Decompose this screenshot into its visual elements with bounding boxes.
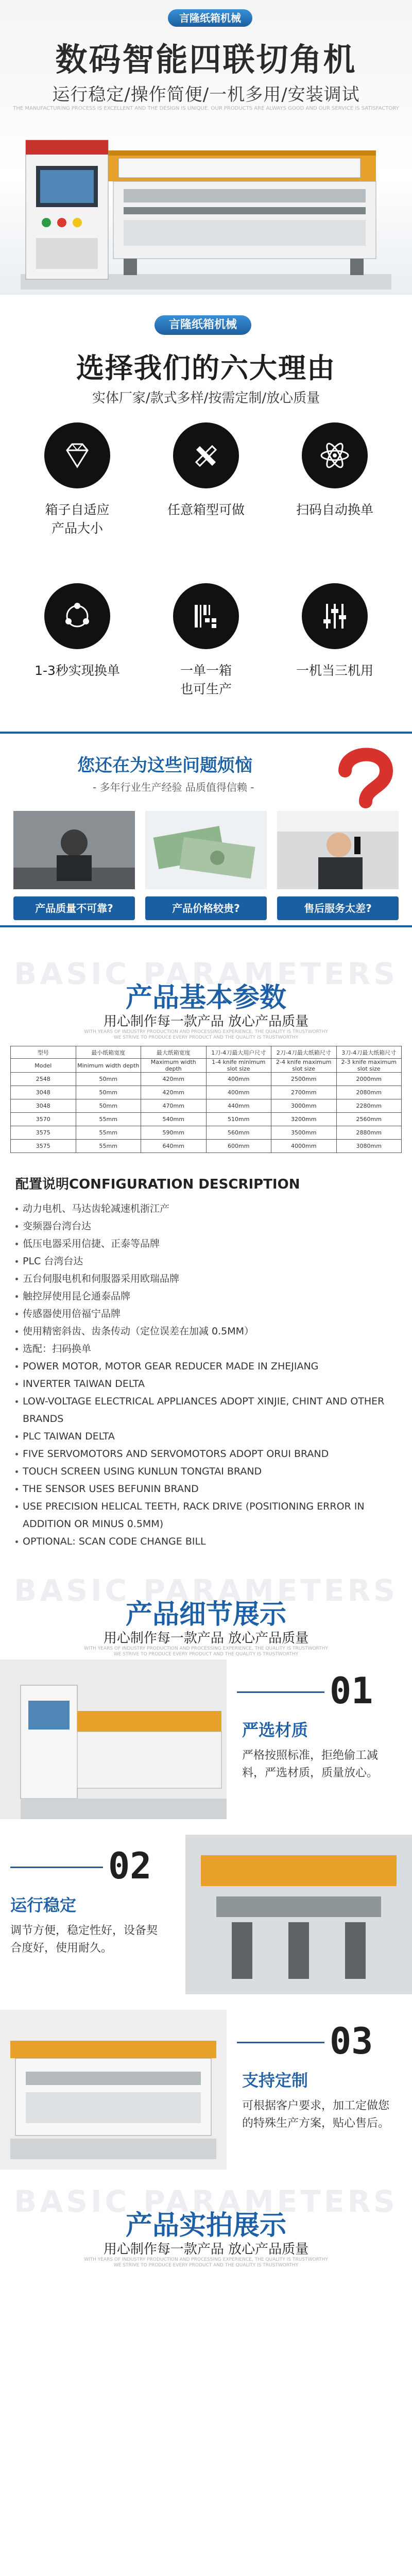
- hero-fine-print: THE MANUFACTURING PROCESS IS EXCELLENT AND THE DESIGN IS UNIQUE. OUR PRODUCTS ARE ALWAYS GOOD AND OUR SERVICE IS SATISFACTORY: [13, 106, 399, 111]
- table-row: 3048 50mm 420mm 400mm 2700mm 2080mm: [11, 1086, 402, 1099]
- detail-heading: 运行稳定: [10, 1895, 77, 1915]
- problems-subtitle: - 多年行业生产经验 品质值得信赖 -: [93, 781, 254, 793]
- detail-number: 01: [330, 1670, 373, 1712]
- reason-item: [15, 583, 139, 680]
- real-photos-section: [0, 2182, 412, 2304]
- photos-ghost-text: BASIC PARAMETERS: [14, 2184, 398, 2219]
- detail-heading: 严选材质: [242, 1720, 308, 1740]
- config-line: 低压电器采用信捷、正泰等品牌: [15, 1235, 397, 1252]
- reason-label: 一机当三机用: [296, 663, 373, 678]
- reason-item: [144, 583, 268, 699]
- problem-label: 产品质量不可靠?: [13, 896, 135, 920]
- config-line: 五台伺服电机和伺服器采用欧瑞品牌: [15, 1270, 397, 1287]
- reason-item: [15, 422, 139, 538]
- config-line: POWER MOTOR, MOTOR GEAR REDUCER MADE IN ZHEJIANG: [15, 1358, 397, 1375]
- brand-badge: 言隆纸箱机械: [168, 9, 252, 27]
- details-fine-print: WITH YEARS OF INDUSTRY PRODUCTION AND PROCESSING EXPERIENCE, THE QUALITY IS TRUSTWORTHY WE STRIVE TO PRODUCE EVERY PRODUCT AND THE QUALITY IS TRUSTWORTHY: [84, 1646, 328, 1656]
- config-line: USE PRECISION HELICAL TEETH, RACK DRIVE (POSITIONING ERROR IN ADDITION OR MINUS 0.5MM): [15, 1498, 397, 1533]
- configuration-section: [0, 1153, 412, 1550]
- photos-subtitle: 用心制作每一款产品 放心产品质量: [103, 2242, 309, 2257]
- photos-fine-print: WITH YEARS OF INDUSTRY PRODUCTION AND PROCESSING EXPERIENCE, THE QUALITY IS TRUSTWORTHY WE STRIVE TO PRODUCE EVERY PRODUCT AND THE QUALITY IS TRUSTWORTHY: [84, 2257, 328, 2267]
- parameters-fine-print: WITH YEARS OF INDUSTRY PRODUCTION AND PROCESSING EXPERIENCE, THE QUALITY IS TRUSTWORTHY WE STRIVE TO PRODUCE EVERY PRODUCT AND THE QUALITY IS TRUSTWORTHY: [84, 1029, 328, 1040]
- reason-label: 任意箱型可做: [167, 502, 245, 517]
- spec-table: [10, 1046, 402, 1153]
- problem-card: [13, 811, 135, 920]
- config-line: 使用精密斜齿、齿条传动（定位误差在加减 0.5MM）: [15, 1323, 397, 1340]
- details-title: 产品细节展示: [125, 1599, 286, 1630]
- config-line: PLC TAIWAN DELTA: [15, 1428, 397, 1445]
- problems-section: [0, 732, 412, 927]
- detail-customization-photo: [0, 2010, 227, 2170]
- detail-number: 02: [108, 1845, 152, 1887]
- table-row: 3570 55mm 540mm 510mm 3200mm 2560mm: [11, 1113, 402, 1126]
- atom-icon: [319, 440, 350, 471]
- config-line: 传感器使用倍福宁品牌: [15, 1305, 397, 1323]
- config-line: PLC 台湾台达: [15, 1252, 397, 1270]
- hero-title: 数码智能四联切角机: [55, 41, 357, 78]
- config-line: FIVE SERVOMOTORS AND SERVOMOTORS ADOPT ORUI BRAND: [15, 1445, 397, 1463]
- reason-label: 1-3秒实现换单: [35, 663, 120, 678]
- detail-text: 调节方便，稳定性好，设备契合度好，使用耐久。: [10, 1924, 158, 1955]
- config-line: 动力电机、马达齿轮减速机浙江产: [15, 1200, 397, 1217]
- table-header-row-cn: 型号 最小纸箱宽度 最大纸箱宽度 1刀-4刀最大用户尺寸 2刀-4刀最大纸箱尺寸 3刀-4刀最大纸箱尺寸: [11, 1046, 402, 1059]
- problem-card: [277, 811, 399, 920]
- problem-card: [145, 811, 267, 920]
- config-line: 选配：扫码换单: [15, 1340, 397, 1358]
- detail-machine-photo: [0, 1659, 227, 1819]
- reason-label: 扫码自动换单: [296, 502, 373, 517]
- problem-label: 产品价格较贵?: [145, 896, 267, 920]
- pencil-ruler-icon: [191, 440, 221, 471]
- table-row: 3048 50mm 470mm 440mm 3000mm 2280mm: [11, 1099, 402, 1113]
- table-row: 3575 55mm 640mm 600mm 4000mm 3080mm: [11, 1140, 402, 1153]
- reason-label: 箱子自适应 产品大小: [45, 502, 110, 536]
- problem-label: 售后服务太差?: [277, 896, 399, 920]
- photos-heading: [0, 2182, 412, 2267]
- money-photo: [145, 811, 267, 889]
- barcode-grid-icon: [191, 601, 221, 632]
- configuration-title: 配置说明CONFIGURATION DESCRIPTION: [15, 1177, 300, 1192]
- corner-cutting-machine-image: [21, 120, 391, 290]
- config-line: THE SENSOR USES BEFUNIN BRAND: [15, 1480, 397, 1498]
- details-ghost-text: BASIC PARAMETERS: [14, 1573, 398, 1608]
- detail-text: 可根据客户要求，加工定做您的特殊生产方案，贴心售后。: [242, 2099, 390, 2130]
- parameters-ghost-text: BASIC PARAMETERS: [14, 956, 398, 991]
- config-line: INVERTER TAIWAN DELTA: [15, 1375, 397, 1393]
- hero-subtitle: 运行稳定/操作简便/一机多用/安装调试: [52, 84, 360, 105]
- reason-item: [273, 583, 397, 680]
- details-section: [0, 1571, 412, 2182]
- reasons-brand-badge: 言隆纸箱机械: [154, 315, 251, 335]
- parameters-subtitle: 用心制作每一款产品 放心产品质量: [103, 1014, 309, 1029]
- reasons-subtitle: 实体厂家/款式多样/按需定制/放心质量: [92, 391, 320, 406]
- parameters-heading: [0, 954, 412, 1040]
- detail-item: [0, 1659, 412, 1832]
- detail-gear-photo: [185, 1835, 412, 1994]
- reason-item: [273, 422, 397, 519]
- config-line: LOW-VOLTAGE ELECTRICAL APPLIANCES ADOPT XINJIE, CHINT AND OTHER BRANDS: [15, 1393, 397, 1428]
- problems-title: 您还在为这些问题烦恼: [77, 755, 252, 776]
- parameters-title: 产品基本参数: [125, 982, 286, 1013]
- hero-section: [0, 0, 412, 295]
- sliders-icon: [319, 601, 350, 632]
- phone-call-photo: [277, 811, 399, 889]
- diamond-icon: [62, 440, 93, 471]
- detail-item: [0, 1835, 412, 2007]
- photos-title: 产品实拍展示: [125, 2210, 286, 2241]
- cycle-icon: [62, 601, 93, 632]
- stressed-person-photo: [13, 811, 135, 889]
- config-line: 触控屏使用昆仑通泰品牌: [15, 1287, 397, 1305]
- config-line: TOUCH SCREEN USING KUNLUN TONGTAI BRAND: [15, 1463, 397, 1480]
- reason-item: [144, 422, 268, 519]
- detail-item: [0, 2010, 412, 2182]
- reason-label: 一单一箱 也可生产: [180, 663, 232, 697]
- details-heading: [0, 1571, 412, 1656]
- detail-number: 03: [330, 2020, 373, 2062]
- table-row: 2548 50mm 420mm 400mm 2500mm 2000mm: [11, 1073, 402, 1086]
- detail-text: 严格按照标准，拒绝偷工减料，严选材质，质量放心。: [242, 1749, 379, 1780]
- config-line: OPTIONAL: SCAN CODE CHANGE BILL: [15, 1533, 397, 1550]
- reasons-title: 选择我们的六大理由: [76, 352, 336, 384]
- table-row: 3575 55mm 590mm 560mm 3500mm 2880mm: [11, 1126, 402, 1140]
- table-header-row-en: Model Minimum width depth Maximum width depth 1-4 knife minimum slot size 2-4 knife maximum slot size 2-3 knife maximum slot size: [11, 1059, 402, 1073]
- details-subtitle: 用心制作每一款产品 放心产品质量: [103, 1631, 309, 1646]
- parameters-section: [0, 954, 412, 1153]
- config-line: 变频器台湾台达: [15, 1217, 397, 1235]
- detail-heading: 支持定制: [242, 2071, 308, 2090]
